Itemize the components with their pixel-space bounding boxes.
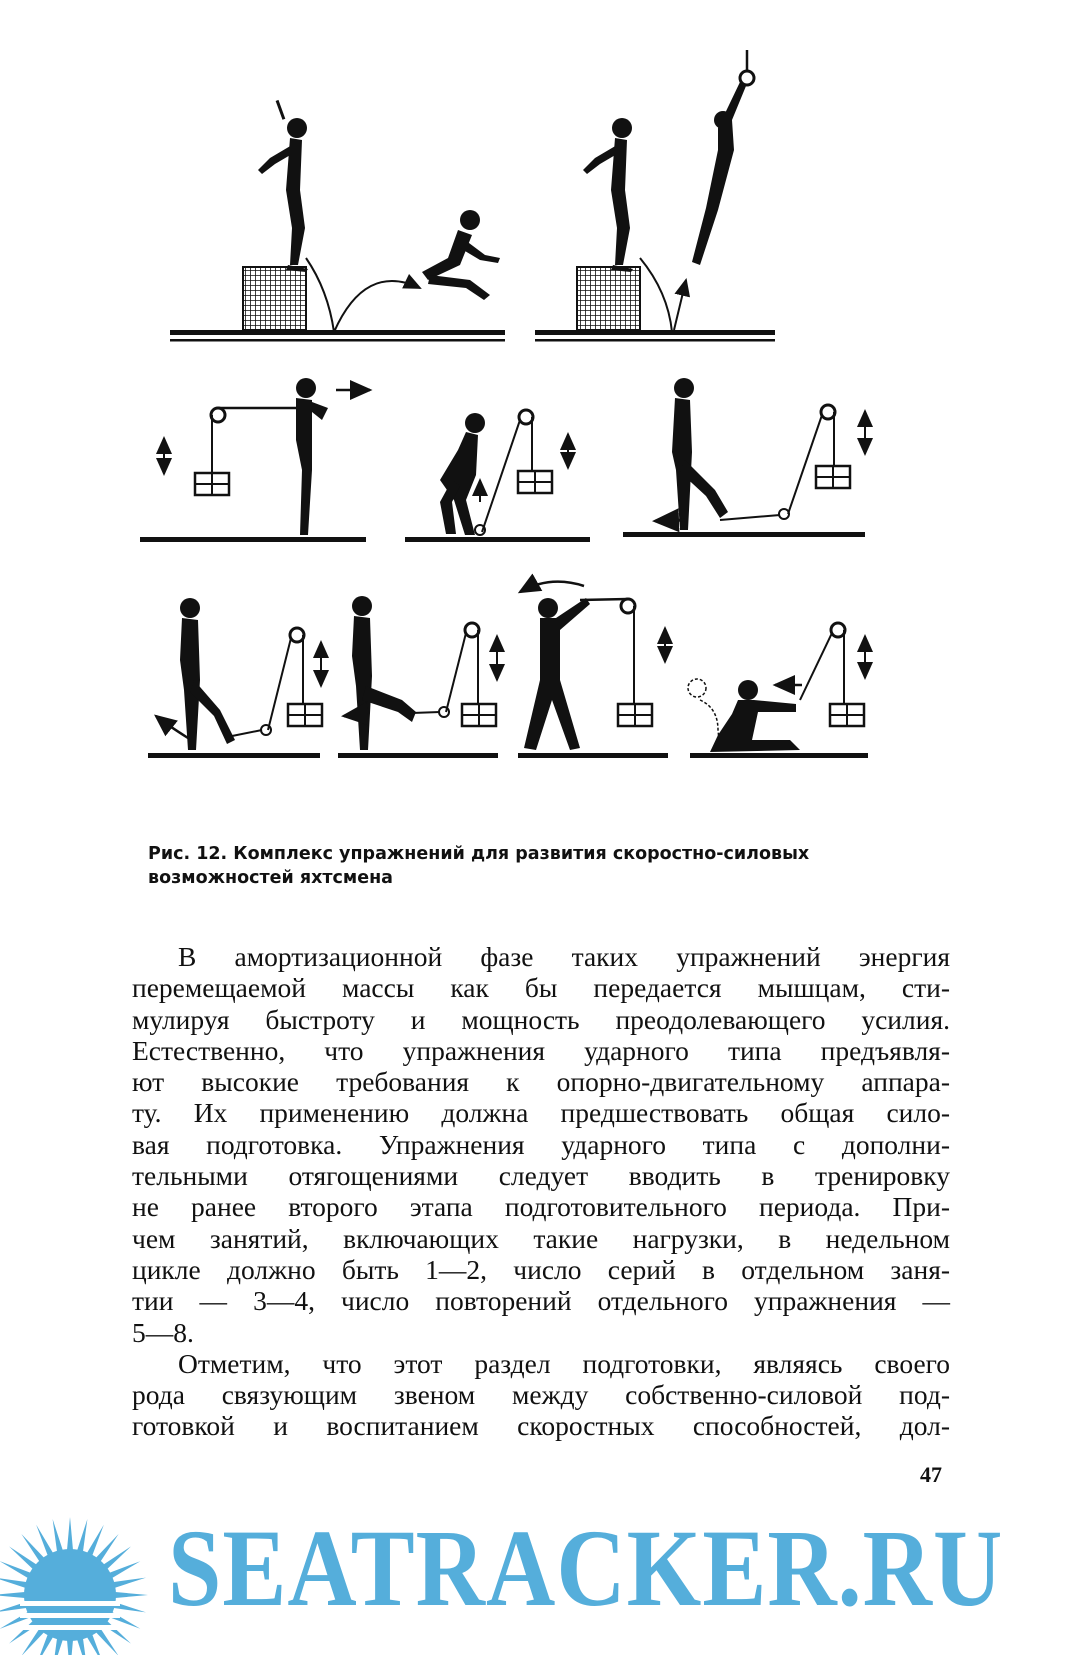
panel-pulley-leg-back-bent: [338, 596, 498, 758]
panel-pulley-seated-row: [688, 623, 868, 758]
panel-pulley-row-standing: [140, 378, 370, 542]
sun-ray: [108, 1561, 140, 1579]
text-line: 5—8.: [132, 1316, 194, 1348]
sun-ray: [0, 1578, 28, 1589]
body-text: [132, 941, 950, 1442]
text-line: тии — 3—4, число повторений отдельного упражнения —: [132, 1285, 950, 1317]
caption-line: возможностей яхтсмена: [148, 868, 393, 888]
sun-wave-line: [20, 1625, 120, 1630]
exercise-illustration: [140, 40, 940, 820]
panel-pulley-leg-forward: [623, 378, 865, 537]
text-line: Отметим, что этот раздел подготовки, являясь своего: [178, 1347, 950, 1379]
text-line: чем занятий, включающих такие нагрузки, в недельном: [132, 1222, 950, 1254]
sun-ray: [77, 1519, 88, 1553]
text-line: вая подготовка. Упражнения ударного типа с дополни-: [132, 1128, 950, 1160]
watermark-text: SEATRACKER.RU: [168, 1505, 1004, 1629]
sun-ray: [0, 1592, 26, 1598]
text-line: ту. Их применению должна предшествовать общая сило-: [132, 1097, 950, 1129]
panel-pulley-leg-back: [148, 598, 322, 758]
page-number: 47: [920, 1462, 942, 1487]
panel-depth-jump-to-rings: [535, 50, 775, 342]
sun-ray: [112, 1578, 146, 1589]
text-line: рода связующим звеном между собственно-силовой под-: [132, 1379, 950, 1411]
text-line: ют высокие требования к опорно-двигательному аппара-: [132, 1066, 950, 1098]
sun-ray: [67, 1517, 73, 1551]
sun-ray: [53, 1519, 64, 1553]
text-line: тельными отягощениями следует вводить в тренировку: [132, 1160, 950, 1192]
caption-line: Рис. 12. Комплекс упражнений для развития скоростно-силовых: [148, 844, 810, 864]
text-line: цикле должно быть 1—2, число серий в отдельном заня-: [132, 1253, 950, 1285]
figure-caption: [148, 842, 948, 890]
text-line: Естественно, что упражнения ударного типа предъявля-: [132, 1034, 950, 1066]
sun-ray: [36, 1525, 54, 1557]
panel-pulley-squat-pull: [405, 410, 590, 542]
sun-wave-line: [20, 1601, 120, 1606]
panel-depth-jump-forward: [170, 100, 505, 342]
paragraph: [132, 941, 950, 1348]
text-line: готовкой и воспитанием скоростных способностей, дол-: [132, 1410, 950, 1442]
paragraph: [132, 1348, 950, 1442]
sun-wave-line: [20, 1613, 120, 1618]
panel-pulley-overhead-pull: [518, 582, 668, 758]
text-line: мулируя быстроту и мощность преодолевающего усилия.: [132, 1003, 950, 1035]
text-line: В амортизационной фазе таких упражнений энергия: [178, 941, 950, 972]
text-line: перемещаемой массы как бы передается мышцам, сти-: [132, 972, 950, 1004]
text-line: не ранее второго этапа подготовительного периода. При-: [132, 1191, 950, 1223]
sun-ray: [67, 1639, 73, 1655]
exercise-figure: [140, 40, 940, 820]
sun-ray: [86, 1525, 104, 1557]
sun-ray: [114, 1592, 148, 1598]
sun-ray: [0, 1561, 32, 1579]
